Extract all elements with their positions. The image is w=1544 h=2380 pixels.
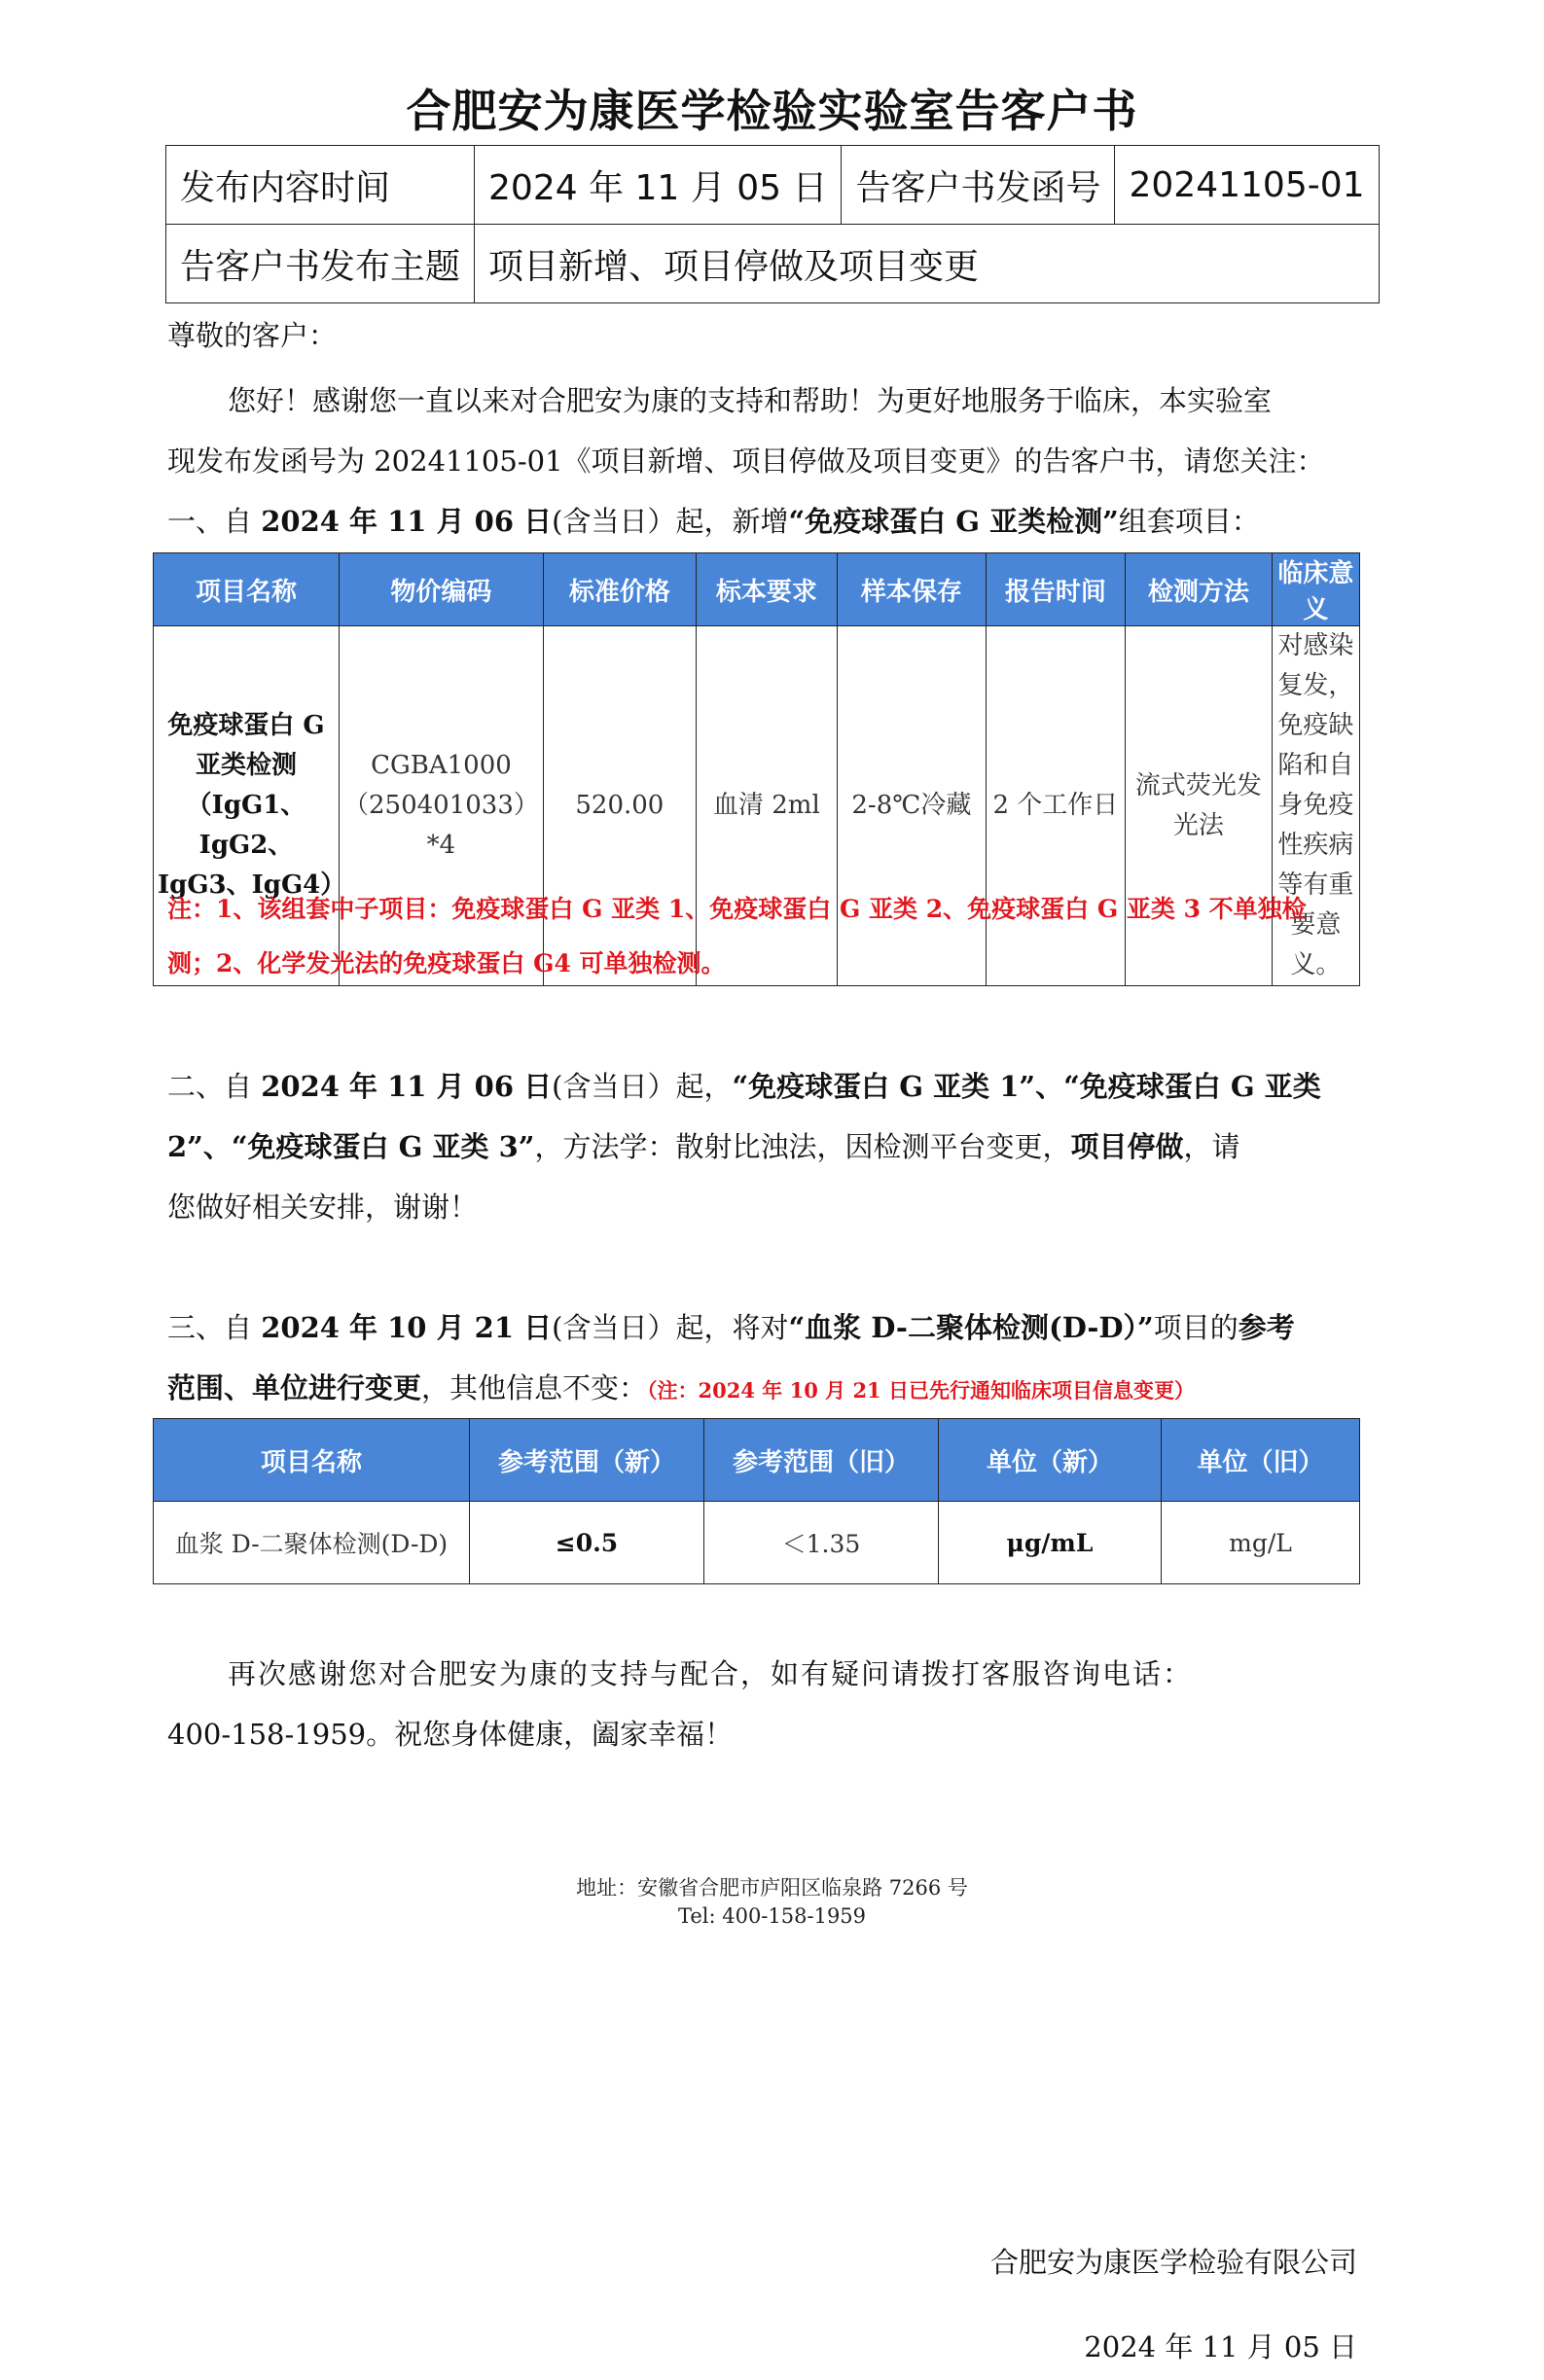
closing-line-1: 再次感谢您对合肥安为康的支持与配合，如有疑问请拨打客服咨询电话： — [228, 1657, 1194, 1690]
page-title: 合肥安为康医学检验实验室告客户书 — [406, 85, 1138, 137]
cell-clinical-meaning: 对感染复发，免疫缺陷和自身免疫性疾病等有重要意义。 — [1272, 626, 1359, 986]
info-label-time: 发布内容时间 — [166, 146, 475, 225]
section-3-prefix: 三、自 — [167, 1311, 262, 1344]
info-label-no: 告客户书发函号 — [842, 146, 1115, 225]
note-line-1: 注：1、该组套中子项目：免疫球蛋白 G 亚类 1、免疫球蛋白 G 亚类 2、免疫球蛋白 G 亚类 3 不单独检 — [167, 895, 1307, 923]
table-header: 物价编码 — [340, 553, 544, 626]
cell-unit-old: mg/L — [1162, 1502, 1360, 1584]
footer-tel: Tel: 400-158-1959 — [677, 1904, 867, 1928]
section-2-items: “免疫球蛋白 G 亚类 1”、“免疫球蛋白 G 亚类 — [732, 1070, 1321, 1103]
section-3-date: 2024 年 10 月 21 日 — [261, 1311, 553, 1344]
info-value-subject: 项目新增、项目停做及项目变更 — [475, 225, 1380, 303]
footer-address: 地址：安徽省合肥市庐阳区临泉路 7266 号 — [576, 1876, 968, 1900]
table-header: 标准价格 — [543, 553, 696, 626]
cell-code: CGBA1000（250401033）*4 — [340, 626, 544, 986]
intro-line-1: 您好！感谢您一直以来对合肥安为康的支持和帮助！为更好地服务于临床，本实验室 — [228, 384, 1273, 417]
section-1-mid: (含当日）起，新增 — [552, 505, 789, 538]
signature-company: 合肥安为康医学检验有限公司 — [989, 2246, 1357, 2279]
table-header-row — [154, 1419, 1360, 1502]
info-value-no: 20241105-01 — [1115, 146, 1379, 225]
section-3-line-2 — [167, 1358, 1195, 1421]
section-3-note: （注：2024 年 10 月 21 日已先行通知临床项目信息变更） — [647, 1378, 1195, 1403]
intro-line-2: 现发布发函号为 20241105-01《项目新增、项目停做及项目变更》的告客户书，请您关注： — [167, 444, 1325, 478]
signature-date: 2024 年 11 月 05 日 — [1084, 2330, 1357, 2363]
table-header: 单位（新） — [939, 1419, 1162, 1502]
closing-line-2: 400-158-1959。祝您身体健康，阖家幸福！ — [167, 1718, 734, 1751]
cell-unit-new: μg/mL — [939, 1502, 1162, 1584]
section-2-text: ，方法学：散射比浊法，因检测平台变更， — [534, 1130, 1071, 1163]
table-header: 项目名称 — [154, 553, 340, 626]
section-3-change: 范围、单位进行变更 — [167, 1371, 422, 1404]
table-header: 样本保存 — [837, 553, 986, 626]
cell-price: 520.00 — [543, 626, 696, 986]
table-header: 临床意义 — [1272, 553, 1359, 626]
table-header: 标本要求 — [696, 553, 837, 626]
table-header: 参考范围（旧） — [704, 1419, 939, 1502]
table-header-row — [154, 553, 1360, 626]
section-3-text: 项目的 — [1153, 1311, 1239, 1344]
cell-specimen: 血清 2ml — [696, 626, 837, 986]
table-header: 检测方法 — [1125, 553, 1272, 626]
section-3-text-2: ，其他信息不变： — [421, 1371, 648, 1404]
section-3-mid: (含当日）起，将对 — [552, 1311, 789, 1344]
note-line-2: 测；2、化学发光法的免疫球蛋白 G4 可单独检测。 — [167, 949, 726, 977]
section-1-heading — [167, 491, 1260, 551]
table-header: 单位（旧） — [1162, 1419, 1360, 1502]
table-header: 项目名称 — [154, 1419, 470, 1502]
section-1-prefix: 一、自 — [167, 505, 262, 538]
info-value-time: 2024 年 11 月 05 日 — [475, 146, 842, 225]
section-2-date: 2024 年 11 月 06 日 — [261, 1070, 553, 1103]
section-2-end: ，请 — [1183, 1130, 1240, 1163]
section-2-line-3: 您做好相关安排，谢谢！ — [167, 1190, 479, 1224]
cell-range-new: ≤0.5 — [470, 1502, 704, 1584]
salutation: 尊敬的客户： — [167, 319, 338, 352]
table-header: 参考范围（新） — [470, 1419, 704, 1502]
section-1-suffix: 组套项目： — [1118, 505, 1260, 538]
change-table — [153, 1418, 1360, 1584]
section-2-prefix: 二、自 — [167, 1070, 262, 1103]
section-3-item: “血浆 D-二聚体检测(D-D）” — [788, 1311, 1154, 1344]
section-3-bold: 参考 — [1238, 1311, 1295, 1344]
cell-item-name: 免疫球蛋白 G 亚类检测（IgG1、IgG2、IgG3、IgG4） — [154, 626, 340, 986]
table-row — [154, 1502, 1360, 1584]
cell-storage: 2-8℃冷藏 — [837, 626, 986, 986]
table-header: 报告时间 — [986, 553, 1125, 626]
info-label-subject: 告客户书发布主题 — [166, 225, 475, 303]
section-1-item: “免疫球蛋白 G 亚类检测” — [788, 505, 1119, 538]
cell-method: 流式荧光发光法 — [1125, 626, 1272, 986]
section-1-date: 2024 年 11 月 06 日 — [261, 505, 553, 538]
section-2-line-1 — [167, 1056, 1321, 1117]
cell-range-old: ＜1.35 — [704, 1502, 939, 1584]
section-2-line-2 — [167, 1117, 1240, 1177]
section-2-stop: 项目停做 — [1070, 1130, 1184, 1163]
cell-report-time: 2 个工作日 — [986, 626, 1125, 986]
section-2-mid: (含当日）起， — [552, 1070, 733, 1103]
section-3-line-1 — [167, 1297, 1295, 1358]
section-2-items-cont: 2”、“免疫球蛋白 G 亚类 3” — [167, 1130, 535, 1163]
cell-item-name: 血浆 D-二聚体检测(D-D) — [154, 1502, 470, 1584]
info-table — [165, 145, 1380, 303]
